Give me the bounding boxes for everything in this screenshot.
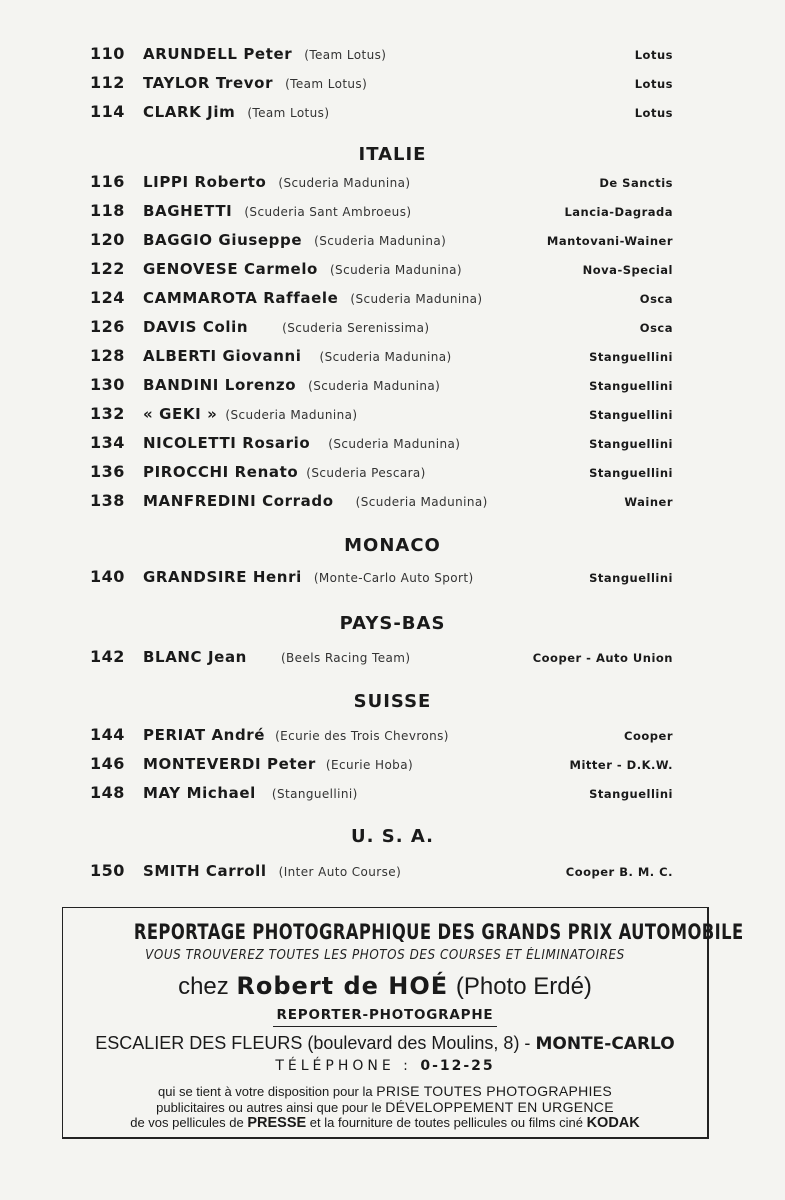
- ad-phone-label: TÉLÉPHONE :: [275, 1058, 412, 1074]
- entry-number: 132: [90, 404, 125, 423]
- country-heading: MONACO: [344, 535, 441, 556]
- ad-address: [63, 1033, 707, 1054]
- team-name: (Scuderia Madunina): [329, 263, 463, 277]
- car-make: Stanguellini: [589, 787, 673, 801]
- car-make: Stanguellini: [589, 437, 673, 451]
- ad-services-line-3: [63, 1115, 707, 1131]
- car-make: Nova-Special: [582, 263, 673, 277]
- entry-number: 122: [90, 259, 125, 278]
- team-name: (Scuderia Madunina): [308, 379, 441, 393]
- car-make: Wainer: [624, 495, 673, 509]
- car-make: Lotus: [634, 48, 673, 62]
- car-make: Mitter - D.K.W.: [569, 758, 673, 772]
- car-make: Lotus: [634, 77, 673, 91]
- car-make: Stanguellini: [589, 571, 673, 585]
- entry-number: 148: [90, 783, 125, 802]
- entry-row: [90, 230, 673, 252]
- car-make: Stanguellini: [589, 466, 673, 480]
- car-make: Lotus: [634, 106, 673, 120]
- driver-name: TAYLOR Trevor: [143, 74, 274, 92]
- ad-text-caps: PRISE TOUTES PHOTOGRAPHIES: [376, 1083, 612, 1099]
- entry-row: [90, 201, 673, 223]
- ad-text: de vos pellicules de: [130, 1115, 244, 1130]
- ad-text-bold: PRESSE: [247, 1115, 307, 1131]
- team-name: (Scuderia Madunina): [314, 234, 447, 248]
- entry-row: [90, 861, 673, 883]
- team-name: (Team Lotus): [304, 48, 387, 62]
- driver-name: CLARK Jim: [143, 103, 236, 121]
- entry-row: [90, 259, 673, 281]
- car-make: Cooper B. M. C.: [565, 865, 673, 879]
- team-name: (Scuderia Madunina): [350, 292, 483, 306]
- driver-name: NICOLETTI Rosario: [143, 434, 311, 452]
- driver-name: SMITH Carroll: [143, 862, 267, 880]
- driver-name: MAY Michael: [143, 784, 256, 802]
- ad-city: MONTE-CARLO: [535, 1034, 675, 1054]
- ad-services-line-1: [63, 1083, 707, 1099]
- car-make: Osca: [639, 292, 673, 306]
- country-heading: PAYS-BAS: [339, 613, 446, 634]
- entry-row: [90, 647, 673, 669]
- entry-number: 114: [90, 102, 125, 121]
- entry-number: 128: [90, 346, 125, 365]
- car-make: De Sanctis: [599, 176, 673, 190]
- entry-row: [90, 73, 673, 95]
- car-make: Osca: [639, 321, 673, 335]
- entry-number: 116: [90, 172, 125, 191]
- ad-role: [63, 1007, 707, 1023]
- entry-number: 146: [90, 754, 125, 773]
- team-name: (Scuderia Madunina): [328, 437, 461, 451]
- car-make: Mantovani-Wainer: [546, 234, 673, 248]
- team-name: (Scuderia Madunina): [319, 350, 452, 364]
- car-make: Cooper - Auto Union: [532, 651, 673, 665]
- entry-row: [90, 433, 673, 455]
- entry-row: [90, 288, 673, 310]
- car-make: Stanguellini: [589, 350, 673, 364]
- team-name: (Beels Racing Team): [280, 651, 411, 665]
- ad-text: publicitaires ou autres ainsi que pour le: [156, 1100, 382, 1115]
- team-name: (Team Lotus): [247, 106, 330, 120]
- ad-text: qui se tient à votre disposition pour la: [157, 1084, 373, 1099]
- entry-row: [90, 491, 673, 513]
- car-make: Stanguellini: [589, 408, 673, 422]
- team-name: (Scuderia Pescara): [306, 466, 426, 480]
- car-make: Cooper: [624, 729, 673, 743]
- entry-number: 134: [90, 433, 125, 452]
- car-make: Stanguellini: [589, 379, 673, 393]
- entry-row: [90, 375, 673, 397]
- team-name: (Ecurie Hoba): [325, 758, 414, 772]
- entry-row: [90, 317, 673, 339]
- entry-number: 142: [90, 647, 125, 666]
- driver-name: CAMMAROTA Raffaele: [143, 289, 339, 307]
- entry-row: [90, 44, 673, 66]
- driver-name: BAGGIO Giuseppe: [143, 231, 303, 249]
- team-name: (Scuderia Serenissima): [282, 321, 430, 335]
- entry-row: [90, 346, 673, 368]
- entry-number: 120: [90, 230, 125, 249]
- entry-number: 110: [90, 44, 125, 63]
- team-name: (Scuderia Madunina): [278, 176, 411, 190]
- ad-photographer: [63, 972, 707, 1001]
- entry-number: 140: [90, 567, 125, 586]
- ad-phone: [63, 1058, 707, 1074]
- ad-text-caps: DÉVELOPPEMENT EN URGENCE: [385, 1099, 614, 1115]
- ad-headline: REPORTAGE PHOTOGRAPHIQUE DES GRANDS PRIX AUTOMOBILE: [133, 920, 744, 944]
- entry-row: [90, 567, 673, 589]
- entry-row: [90, 102, 673, 124]
- entry-number: 124: [90, 288, 125, 307]
- driver-name: BLANC Jean: [143, 648, 247, 666]
- entry-number: 112: [90, 73, 125, 92]
- ad-phone-number: 0-12-25: [420, 1058, 495, 1074]
- entry-row: [90, 404, 673, 426]
- entry-row: [90, 172, 673, 194]
- driver-name: MONTEVERDI Peter: [143, 755, 316, 773]
- entry-row: [90, 725, 673, 747]
- entry-number: 126: [90, 317, 125, 336]
- entry-row: [90, 783, 673, 805]
- team-name: (Stanguellini): [271, 787, 358, 801]
- driver-name: PERIAT André: [143, 726, 266, 744]
- driver-name: « GEKI »: [143, 405, 218, 423]
- advertisement-box: [62, 907, 744, 1139]
- entry-number: 150: [90, 861, 125, 880]
- driver-name: GENOVESE Carmelo: [143, 260, 318, 278]
- driver-name: DAVIS Colin: [143, 318, 249, 336]
- entry-number: 138: [90, 491, 125, 510]
- driver-name: PIROCCHI Renato: [143, 463, 299, 481]
- driver-name: LIPPI Roberto: [143, 173, 267, 191]
- ad-subheadline: VOUS TROUVEREZ TOUTES LES PHOTOS DES COURSES ET ÉLIMINATOIRES: [145, 948, 625, 963]
- ad-text-bold: KODAK: [586, 1115, 640, 1131]
- driver-name: ALBERTI Giovanni: [143, 347, 302, 365]
- team-name: (Scuderia Sant Ambroeus): [244, 205, 412, 219]
- country-heading: U. S. A.: [351, 826, 434, 847]
- driver-name: GRANDSIRE Henri: [143, 568, 302, 586]
- driver-name: BAGHETTI: [143, 202, 233, 220]
- entry-number: 136: [90, 462, 125, 481]
- ad-text: et la fourniture de toutes pellicules ou films ciné: [309, 1115, 583, 1130]
- entry-number: 144: [90, 725, 125, 744]
- ad-role-text: REPORTER-PHOTOGRAPHE: [273, 1007, 498, 1027]
- team-name: (Scuderia Madunina): [225, 408, 358, 422]
- ad-studio: (Photo Erdé): [455, 973, 592, 1000]
- driver-name: BANDINI Lorenzo: [143, 376, 297, 394]
- ad-services-line-2: [63, 1099, 707, 1115]
- car-make: Lancia-Dagrada: [564, 205, 673, 219]
- team-name: (Monte-Carlo Auto Sport): [313, 571, 474, 585]
- driver-name: MANFREDINI Corrado: [143, 492, 334, 510]
- team-name: (Ecurie des Trois Chevrons): [275, 729, 449, 743]
- entry-number: 130: [90, 375, 125, 394]
- driver-name: ARUNDELL Peter: [143, 45, 293, 63]
- ad-street: ESCALIER DES FLEURS (boulevard des Moulins, 8) -: [95, 1033, 531, 1053]
- ad-photographer-name: Robert de HOÉ: [236, 972, 449, 1000]
- team-name: (Team Lotus): [285, 77, 368, 91]
- team-name: (Inter Auto Course): [278, 865, 402, 879]
- country-heading: ITALIE: [358, 144, 427, 165]
- ad-chez: chez: [178, 973, 229, 1000]
- entry-row: [90, 754, 673, 776]
- country-heading: SUISSE: [353, 691, 432, 712]
- team-name: (Scuderia Madunina): [355, 495, 488, 509]
- entry-row: [90, 462, 673, 484]
- entry-number: 118: [90, 201, 125, 220]
